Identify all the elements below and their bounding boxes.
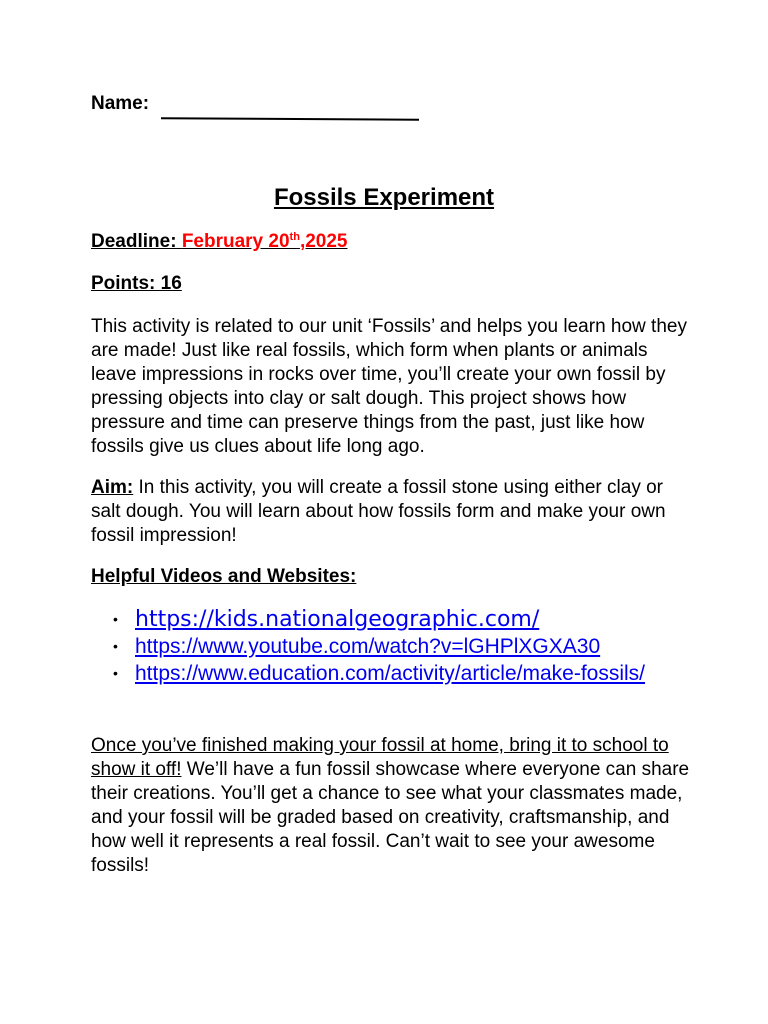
closing-text: We’ll have a fun fossil showcase where everyone can share their creations. You’ll get a chance to see what your classmates made, and your fossil will be graded based on creativity, craftsmanship, and how well it represents a real fossil. Can’t wait to see your awesome fossils! (91, 759, 690, 876)
name-blank-line[interactable] (161, 117, 419, 121)
closing-paragraph (91, 734, 691, 878)
list-item (91, 606, 691, 633)
links-list (91, 606, 691, 687)
deadline-label: Deadline: (91, 231, 177, 252)
aim-paragraph (91, 476, 691, 548)
list-item (91, 633, 691, 660)
deadline-date-main: February 20 (181, 231, 290, 252)
aim-text: In this activity, you will create a fossil stone using either clay or salt dough. You will learn about how fossils form and make your own fossil impression! (91, 477, 666, 546)
list-item (91, 660, 691, 687)
deadline (91, 231, 347, 253)
deadline-date-suffix: th (289, 231, 300, 243)
intro-paragraph: This activity is related to our unit ‘Fossils’ and helps you learn how they are made! Just like real fossils, which form when plants or animals leave impressions in rocks over time, you’ll create your own fossil by pressing objects into clay or salt dough. This project shows how pressure and time can preserve things from the past, just like how fossils give us clues about life long ago. (91, 316, 687, 457)
deadline-year: ,2025 (299, 231, 348, 252)
aim-label: Aim: (91, 477, 134, 498)
link-youtube[interactable]: https://www.youtube.com/watch?v=lGHPlXGXA30 (135, 635, 601, 658)
page-title: Fossils Experiment (273, 184, 495, 211)
deadline-date (182, 231, 348, 252)
points: Points: 16 (91, 273, 182, 294)
link-education[interactable]: https://www.education.com/activity/article/make-fossils/ (135, 662, 646, 685)
helpful-heading: Helpful Videos and Websites: (91, 566, 357, 587)
name-label: Name: (91, 93, 150, 114)
link-national-geographic[interactable]: https://kids.nationalgeographic.com/ (135, 607, 540, 632)
closing-underlined: Once you’ve finished making your fossil at home, bring it to school to show it off! (91, 735, 669, 780)
